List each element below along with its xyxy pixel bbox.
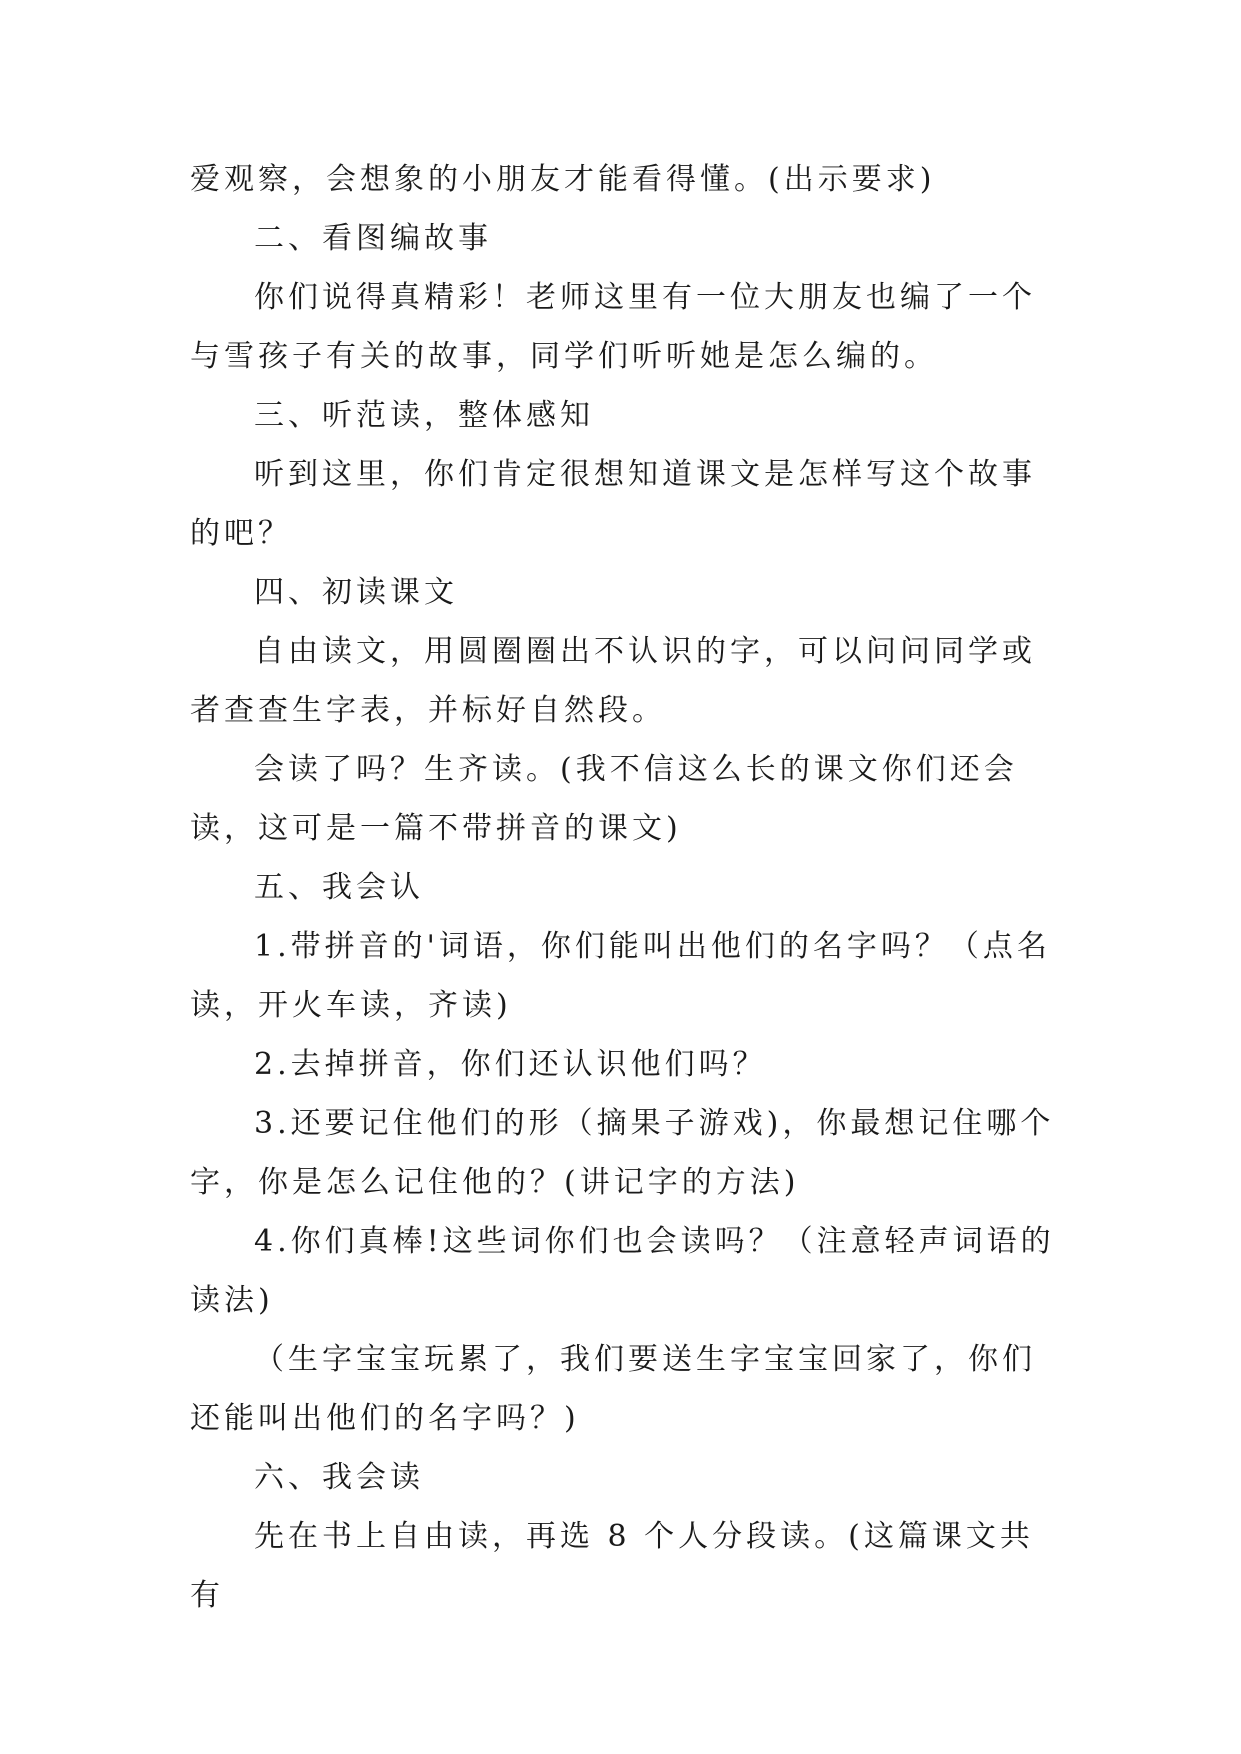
- paragraph: 先在书上自由读，再选 8 个人分段读。(这篇课文共有: [190, 1519, 1034, 1613]
- paragraph: 听到这里，你们肯定很想知道课文是怎样写这个故事的吧？: [190, 457, 1036, 551]
- list-item: 2.去掉拼音，你们还认识他们吗？: [254, 1047, 767, 1082]
- section-heading-5: 五、我会认: [254, 870, 424, 905]
- list-item: 1.带拼音的'词语，你们能叫出他们的名字吗？（点名读，开火车读，齐读): [190, 929, 1051, 1023]
- paragraph: 你们说得真精彩！老师这里有一位大朋友也编了一个与雪孩子有关的故事，同学们听听她是怎么编的。: [190, 280, 1036, 374]
- section-heading-4: 四、初读课文: [254, 575, 458, 610]
- paragraph-continuation: 爱观察，会想象的小朋友才能看得懂。(出示要求): [190, 162, 936, 197]
- list-item: 4.你们真棒!这些词你们也会读吗？（注意轻声词语的读法): [190, 1224, 1055, 1318]
- paragraph: 自由读文，用圆圈圈出不认识的字，可以问问同学或者查查生字表，并标好自然段。: [190, 634, 1036, 728]
- section-heading-6: 六、我会读: [254, 1460, 424, 1495]
- section-heading-3: 三、听范读，整体感知: [254, 398, 594, 433]
- paragraph: （生字宝宝玩累了，我们要送生字宝宝回家了，你们还能叫出他们的名字吗？): [190, 1342, 1036, 1436]
- paragraph: 会读了吗？生齐读。(我不信这么长的课文你们还会读，这可是一篇不带拼音的课文): [190, 752, 1018, 846]
- section-heading-2: 二、看图编故事: [254, 221, 492, 256]
- list-item: 3.还要记住他们的形（摘果子游戏)，你最想记住哪个字，你是怎么记住他的？(讲记字的方法): [190, 1106, 1055, 1200]
- document-body: [190, 150, 1060, 1625]
